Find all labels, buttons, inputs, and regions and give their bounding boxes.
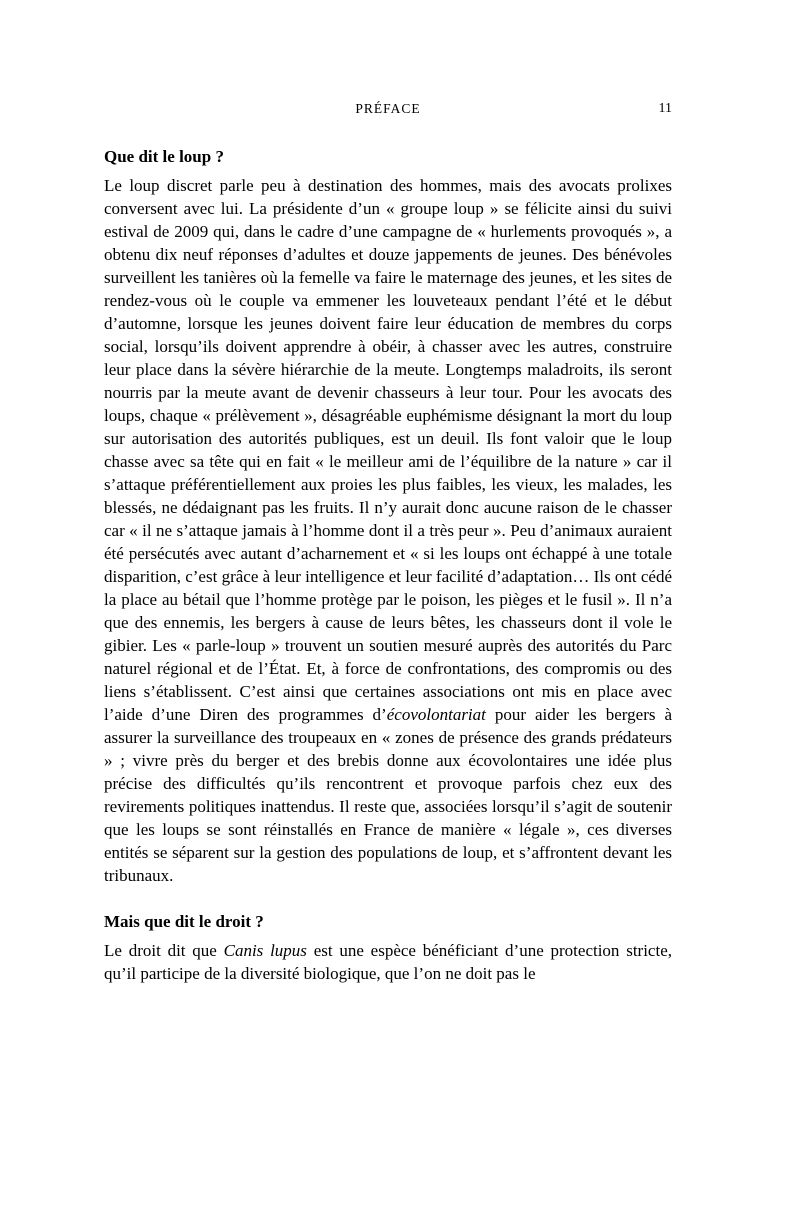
section-heading-loup: Que dit le loup ?	[104, 147, 224, 166]
page-number: 11	[658, 101, 672, 116]
section-heading-droit: Mais que dit le droit ?	[104, 912, 264, 931]
paragraph-loup-text-cont: pour aider les bergers à assurer la surveillance des troupeaux en « zones de présence des grands prédateurs » ; vivre près du berger et des brebis donne aux écovolontaires une idée plus précise des difficultés qu’ils rencontrent et provoque parfois chez eux des revirements politiques inattendus. Il reste que, associées lorsqu’il s’agit de soutenir que les loups se sont réinstallés en France de manière « légale », ces diverses entités se séparent sur la gestion des populations de loup, et s’affrontent devant les tribunaux.	[104, 705, 672, 885]
paragraph-loup	[104, 174, 672, 887]
paragraph-droit-text-cont: est une espèce bénéficiant d’une protection stricte, qu’il participe de la diversité biologique, que l’on ne doit pas le	[104, 941, 672, 983]
paragraph-droit-latin-name: Canis lupus	[223, 941, 307, 960]
paragraph-loup-text: Le loup discret parle peu à destination des hommes, mais des avocats prolixes conversent avec lui. La présidente d’un « groupe loup » se félicite ainsi du suivi estival de 2009 qui, dans le cadre d’une campagne de « hurlements provoqués », a obtenu dix neuf réponses d’adultes et douze jappements de jeunes. Des bénévoles surveillent les tanières où la femelle va faire le maternage des jeunes, et les sites de rendez-vous où le couple va emmener les louveteaux pendant l’été et le début d’automne, lorsque les jeunes doivent faire leur éducation de membres du corps social, lorsqu’ils doivent apprendre à obéir, à chasser avec les autres, construire leur place dans la sévère hiérarchie de la meute. Longtemps maladroits, ils seront nourris par la meute avant de devenir chasseurs à leur tour. Pour les avocats des loups, chaque « prélèvement », désagréable euphémisme désignant la mort du loup sur autorisation des autorités publiques, est un deuil. Ils font valoir que le loup chasse avec sa tête qui en fait « le meilleur ami de l’équilibre de la nature » car il s’attaque préférentiellement aux proies les plus faibles, les vieux, les malades, les blessés, ne dédaignant pas les fruits. Il n’y aurait donc aucune raison de le chasser car « il ne s’attaque jamais à l’homme dont il a très peur ». Peu d’animaux auraient été persécutés avec autant d’acharnement et « si les loups ont échappé à une totale disparition, c’est grâce à leur intelligence et leur facilité d’adaptation… Ils ont cédé la place au bétail que l’homme protège par le poison, les pièges et le fusil ». Il n’a que des ennemis, les bergers à cause de leurs bêtes, les chasseurs dont il vole le gibier. Les « parle-loup » trouvent un soutien mesuré auprès des autorités du Parc naturel régional et de l’État. Et, à force de confrontations, des compromis ou des liens s’établissent. C’est ainsi que certaines associations ont mis en place avec l’aide d’une Diren des programmes d’	[104, 176, 672, 724]
paragraph-droit	[104, 939, 672, 985]
page-header	[104, 101, 672, 121]
paragraph-loup-italic-term: écovolontariat	[386, 705, 486, 724]
text-block	[104, 145, 672, 985]
running-title: PRÉFACE	[355, 101, 421, 116]
paragraph-droit-text: Le droit dit que	[104, 941, 224, 960]
